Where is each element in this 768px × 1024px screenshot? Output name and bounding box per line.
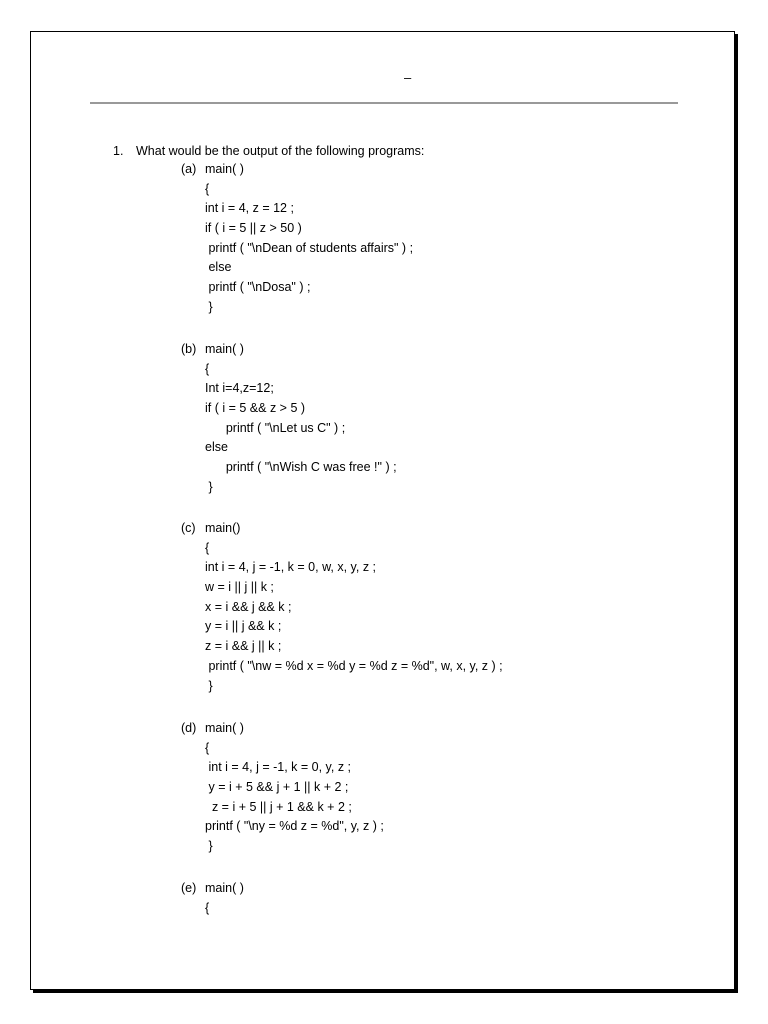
- code-line: printf ( "\nDosa" ) ;: [205, 280, 311, 295]
- code-line: }: [205, 839, 213, 854]
- code-line: x = i && j && k ;: [205, 599, 292, 614]
- program-label: (b): [181, 342, 197, 356]
- code-line: else: [205, 440, 228, 455]
- question-number: 1.: [113, 144, 124, 158]
- code-line: main( ): [205, 721, 244, 735]
- code-line: {: [205, 181, 210, 196]
- program-label: (a): [181, 162, 197, 176]
- code-line: if ( i = 5 || z > 50 ): [205, 221, 302, 236]
- question-heading: [113, 143, 424, 159]
- code-line: Int i=4,z=12;: [205, 381, 274, 396]
- code-line: main( ): [205, 162, 244, 176]
- code-line: z = i && j || k ;: [205, 639, 282, 654]
- code-line: {: [205, 900, 210, 915]
- code-line: {: [205, 361, 210, 376]
- code-line: else: [205, 260, 232, 275]
- code-line: int i = 4, j = -1, k = 0, y, z ;: [205, 760, 352, 775]
- code-line: }: [205, 678, 213, 693]
- code-line: z = i + 5 || j + 1 && k + 2 ;: [205, 799, 352, 814]
- code-line: w = i || j || k ;: [205, 580, 274, 595]
- program-label: (e): [181, 881, 197, 895]
- code-line: main( ): [205, 342, 244, 356]
- code-line: {: [205, 740, 210, 755]
- program-c: [181, 519, 503, 696]
- code-line: main( ): [205, 881, 244, 895]
- code-line: printf ( "\nLet us C" ) ;: [205, 420, 346, 435]
- code-line: y = i || j && k ;: [205, 619, 282, 634]
- code-line: main(): [205, 521, 241, 535]
- program-label: (d): [181, 721, 197, 735]
- header-rule: [90, 102, 678, 104]
- code-line: if ( i = 5 && z > 5 ): [205, 401, 306, 416]
- program-b: [181, 340, 397, 498]
- program-d: [181, 719, 384, 857]
- program-e: [181, 879, 244, 918]
- code-line: printf ( "\nWish C was free !" ) ;: [205, 460, 397, 475]
- header-mark: –: [404, 70, 412, 85]
- code-line: int i = 4, j = -1, k = 0, w, x, y, z ;: [205, 560, 377, 575]
- program-a: [181, 160, 413, 318]
- question-text: What would be the output of the following programs:: [136, 144, 425, 158]
- code-line: }: [205, 299, 213, 314]
- code-line: printf ( "\ny = %d z = %d", y, z ) ;: [205, 819, 384, 834]
- code-line: y = i + 5 && j + 1 || k + 2 ;: [205, 780, 349, 795]
- program-label: (c): [181, 521, 196, 535]
- code-line: }: [205, 479, 213, 494]
- code-line: printf ( "\nw = %d x = %d y = %d z = %d", w, x, y, z ) ;: [205, 658, 503, 673]
- code-line: {: [205, 540, 210, 555]
- code-line: printf ( "\nDean of students affairs" ) ;: [205, 240, 414, 255]
- code-line: int i = 4, z = 12 ;: [205, 201, 294, 216]
